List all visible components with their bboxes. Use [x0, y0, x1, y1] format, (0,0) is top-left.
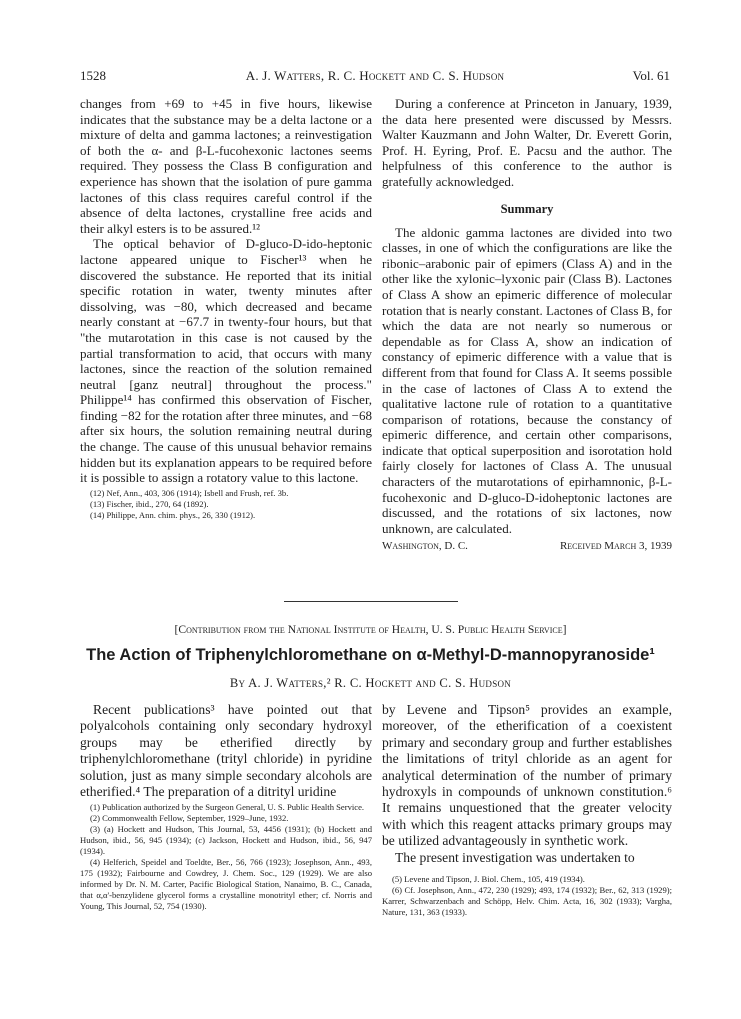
top-right-column — [382, 96, 672, 554]
article-title: The Action of Triphenylchloromethane on α-Methyl-D-mannopyranoside¹ — [86, 646, 655, 664]
present-investigation-paragraph: The present investigation was undertaken to — [395, 849, 635, 865]
footnote-3: (3) (a) Hockett and Hudson, This Journal, 53, 4456 (1931); (b) Hockett and Hudson, ibid., 56, 945 (1934); (c) Jackson, Hockett and Hudson, ibid., 56, 947 (1934). — [80, 824, 372, 857]
running-header — [80, 68, 670, 84]
acknowledgment-paragraph: During a conference at Princeton in January, 1939, the data here presented were discussed by Messrs. Walter Kauzmann and John Walter, Dr. Everett Gorin, Prof. H. Eyring, Prof. E. Pacsu and the author. The helpfulness of this conference to the author is gratefully acknowledged. — [382, 96, 672, 189]
intro-paragraph: Recent publications³ have pointed out that polyalcohols containing only secondary hydroxyl groups may be etherified directly by triphenylchloromethane (trityl chloride) in pyridine solution, just as many simple secondary alcohols are etherified.⁴ The preparation of a ditrityl uridine — [80, 702, 372, 800]
summary-paragraph: The aldonic gamma lactones are divided into two classes, in one of which the configurations are like the ribonic–arabonic pair of epimers (Class A) and in the other like the xylonic–lyxonic pair (Class B). Lactones of Class A show an epimeric difference of molecular rotation that is nearly constant. Lactones of Class B, for which the data are not nearly so numerous or dependable as for Class A, show an indication of constancy of epimeric difference with a value that is different from that found for Class A. It seems possible in the case of lactones of Class A to extend the qualitative lactone rule of rotation to a quantitative comparison of rotations, because the constancy of epimeric difference, and certain other comparisons, indicate that optical superposition and isorotation hold fairly closely for lactones of Class A. The unusual characters of the mutarotations of epirhamnonic, β-L-fucohexonic and D-gluco-D-idoheptonic lactones are discussed, and the rotations of six lactones, now unknown, are calculated. — [382, 224, 672, 536]
footnotes-bottom-right — [382, 874, 672, 918]
summary-heading: Summary — [500, 201, 554, 216]
footnote-4: (4) Helferich, Speidel and Toeldte, Ber., 56, 766 (1923); Josephson, Ann., 493, 175 (1932); Fairbourne and Cowdrey, J. Chem. Soc., 129 (1929). We are also informed by Dr. N. M. Carter, Pacific Biological Station, Nanaimo, B. C., Canada, that α,α'-benzylidene glycerol forms a crystalline monotrityl ether; cf. Norris and Young, This Journal, 52, 754 (1930). — [80, 856, 372, 911]
levene-paragraph: by Levene and Tipson⁵ provides an example, moreover, of the etherification of a coexistent primary and secondary group and further establishes the limitations of trityl chloride as an agent for analytical determination of the number of primary hydroxyls in compounds of unknown constitution.⁶ It remains unquestioned that the greater velocity with which this reagent attacks primary groups may be utilized advantageously in synthetic work. — [382, 702, 672, 849]
volume-label: Vol. 61 — [632, 68, 670, 83]
footnote-13: (13) Fischer, ibid., 270, 64 (1892). — [90, 498, 209, 509]
author-byline: By A. J. Watters,² R. C. Hockett and C. S. Hudson — [229, 676, 512, 690]
footnote-12: (12) Nef, Ann., 403, 306 (1914); Isbell and Frush, ref. 3b. — [90, 487, 289, 498]
place-label: Washington, D. C. — [382, 540, 468, 553]
contribution-line: [Contribution from the National Institute of Health, U. S. Public Health Service] — [174, 623, 567, 636]
footnote-2: (2) Commonwealth Fellow, September, 1929–June, 1932. — [90, 813, 289, 824]
signature-line — [382, 540, 672, 554]
footnotes-top-left — [80, 488, 372, 521]
bottom-left-column — [80, 702, 372, 912]
footnote-6: (6) Cf. Josephson, Ann., 472, 230 (1929); 493, 174 (1932); Ber., 62, 313 (1929); Karrer, Schwarzenbach and Schöpp, Helv. Chim. Acta, 16, 302 (1933); Vargha, Nature, 131, 363 (1933). — [382, 884, 672, 917]
footnote-14: (14) Philippe, Ann. chim. phys., 26, 330 (1912). — [90, 509, 256, 520]
page-number: 1528 — [80, 68, 106, 83]
received-date: Received March 3, 1939 — [559, 540, 672, 553]
footnote-5: (5) Levene and Tipson, J. Biol. Chem., 105, 419 (1934). — [392, 874, 585, 885]
footnote-1: (1) Publication authorized by the Surgeon General, U. S. Public Health Service. — [90, 802, 365, 813]
top-left-column — [80, 96, 372, 521]
section-divider — [284, 601, 458, 602]
bottom-right-column — [382, 702, 672, 918]
running-title: A. J. Watters, R. C. Hockett and C. S. Hudson — [245, 68, 505, 83]
optical-behavior-paragraph: The optical behavior of D-gluco-D-ido-heptonic lactone appeared unique to Fischer¹³ when he discovered the substance. He reported that its initial specific rotation in water, twenty minutes after dissolving, was −80, which decreased and became nearly constant at −67.7 in twenty-four hours, but that "the mutarotation in this case is not caused by the partial transformation to acid, that occurs with many lactones, since the reaction of the solution remained neutral [ganz neutral] throughout the process." Philippe¹⁴ has confirmed this observation of Fischer, finding −82 for the rotation after three minutes, and −68 after six hours, the solution remaining neutral during the change. The cause of this unusual behavior remains hidden but its explanation appears to be required before it is possible to assign a rotatory value to this lactone. — [80, 236, 372, 486]
footnotes-bottom-left — [80, 802, 372, 911]
continued-paragraph: changes from +69 to +45 in five hours, likewise indicates that the substance may be a delta lactone or a mixture of delta and gamma lactones; a reinvestigation of both the α- and β-L-fucohexonic lactones seems required. They possess the Class B configuration and experience has shown that the isolation of pure gamma lactones of this class requires careful control if the absence of delta lactones, crystalline free acids and their alkyl esters is to be assured.¹² — [80, 96, 372, 236]
